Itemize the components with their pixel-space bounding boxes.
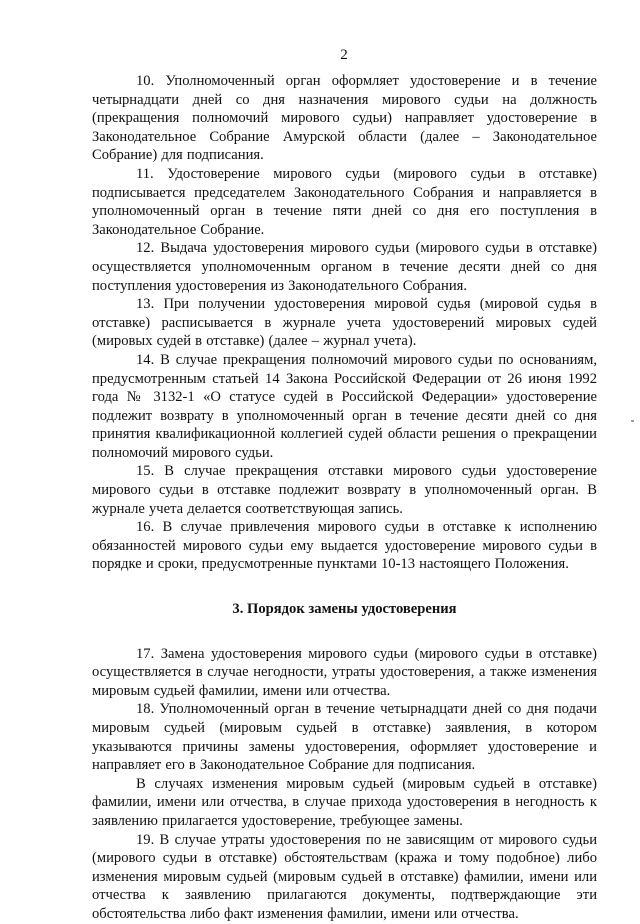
paragraph-11: 11. Удостоверение мирового судьи (мирового судьи в отставке) подписывается председателем Законодательного Собрания и направляется в уполномоченный орган в течение пяти дней со дня его поступления в Законодательное Собрание. (92, 165, 597, 238)
scan-artifact (631, 420, 634, 422)
paragraph-14: 14. В случае прекращения полномочий мирового судьи по основаниям, предусмотренным статьей 14 Закона Российской Федерации от 26 июня 1992 года № 3132-1 «О статусе судей в Российской Федерации» удостоверение подлежит возврату в уполномоченный орган в течение десяти дней со дня принятия квалификационной коллегией судей области решения о прекращении полномочий мирового судьи. (92, 351, 597, 461)
paragraph-18-continuation: В случаях изменения мировым судьей (мировым судьей в отставке) фамилии, имени или отчества, в случае прихода удостоверения в негодность к заявлению прилагается удостоверение, требующее замены. (92, 775, 597, 829)
paragraph-12: 12. Выдача удостоверения мирового судьи (мирового судьи в отставке) осуществляется уполномоченным органом в течение десяти дней со дня поступления удостоверения из Законодательного Собрания. (92, 240, 597, 294)
paragraph-13: 13. При получении удостоверения мировой судья (мировой судья в отставке) расписывается в журнале учета удостоверений мировых судей (мировых судей в отставке) (далее – журнал учета). (92, 296, 597, 350)
paragraph-15: 15. В случае прекращения отставки мирового судьи удостоверение мирового судьи в отставке подлежит возврату в уполномоченный орган. В журнале учета делается соответствующая запись. (92, 463, 597, 517)
paragraph-19: 19. В случае утраты удостоверения по не зависящим от мирового судьи (мирового судьи в отставке) обстоятельствам (кража и тому подобное) либо изменения мировым судьей (мировым судьей в отставке) фамилии, имени или отчества к заявлению прилагаются документы, подтверждающие эти обстоятельства либо факт изменения фамилии, имени или отчества. (92, 831, 597, 922)
paragraph-10: 10. Уполномоченный орган оформляет удостоверение и в течение четырнадцати дней со дня назначения мирового судьи на должность (прекращения полномочий мирового судьи) направляет удостоверение в Законодательное Собрание Амурской области (далее – Законодательное Собрание) для подписания. (92, 73, 597, 164)
paragraph-16: 16. В случае привлечения мирового судьи в отставке к исполнению обязанностей мирового судьи ему выдается удостоверение мирового судьи в порядке и сроки, предусмотренные пунктами 10-13 настоящего Положения. (92, 519, 597, 573)
page-number: 2 (340, 47, 348, 63)
section-heading: 3. Порядок замены удостоверения (232, 601, 457, 618)
paragraph-17: 17. Замена удостоверения мирового судьи (мирового судьи в отставке) осуществляется в случае негодности, утраты удостоверения, а также изменения мировым судьей фамилии, имени или отчества. (92, 645, 597, 699)
document-body (92, 72, 597, 924)
paragraph-18: 18. Уполномоченный орган в течение четырнадцати дней со дня подачи мировым судьей (мировым судьей в отставке) заявления, в котором указываются причины замены удостоверения, оформляет удостоверение и направляет его в Законодательное Собрание для подписания. (92, 701, 597, 774)
